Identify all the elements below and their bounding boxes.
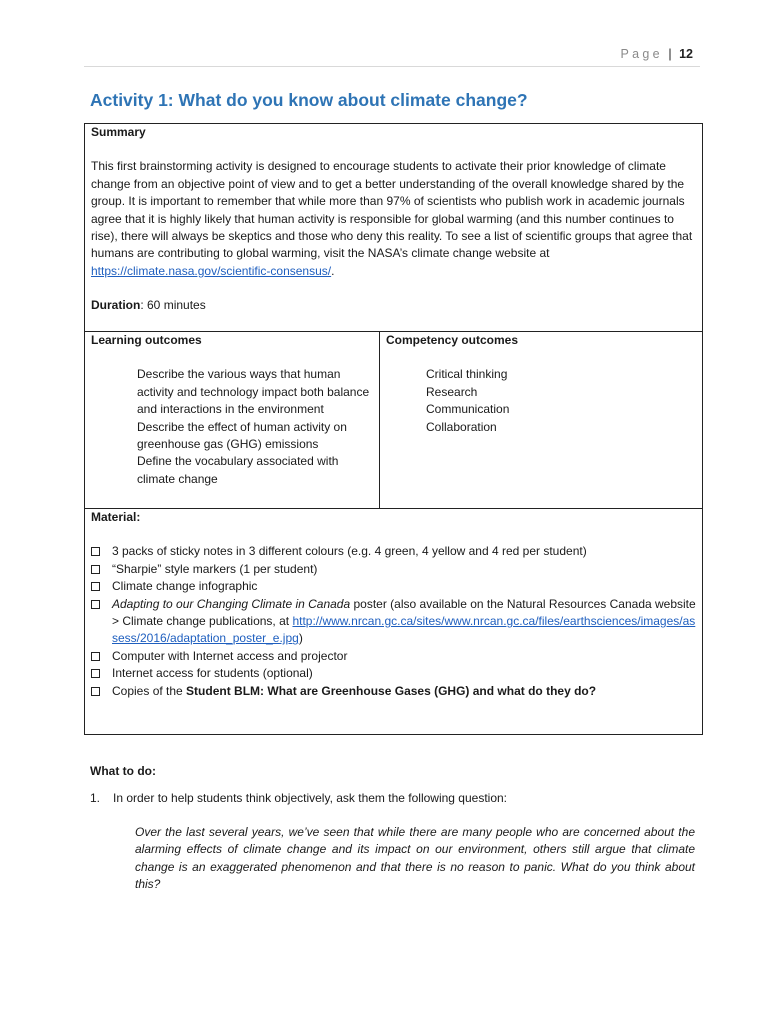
material-item-text [112, 596, 696, 648]
competency-item: Communication [426, 402, 510, 417]
competency-outcomes-cell [380, 332, 703, 509]
material-item-text: Internet access for students (optional) [112, 666, 313, 681]
material-item-text: Computer with Internet access and projector [112, 648, 348, 663]
material-heading: Material: [91, 510, 141, 524]
learning-outcomes-cell [85, 332, 380, 509]
material-item [91, 683, 696, 700]
page-separator: | [668, 47, 672, 61]
learning-outcome-item: Describe the effect of human activity on greenhouse gas (GHG) emissions [137, 419, 347, 452]
step-item [90, 791, 507, 805]
activity-table [84, 123, 703, 735]
checkbox-icon [91, 600, 100, 609]
poster-description: poster (also available on the Natural Resources Canada website > Climate change publications, at [112, 596, 696, 629]
material-cell [85, 509, 703, 735]
nasa-consensus-link[interactable]: https://climate.nasa.gov/scientific-consensus/ [91, 263, 332, 278]
competency-outcomes-heading: Competency outcomes [386, 333, 519, 347]
checkbox-icon [91, 582, 100, 591]
blm-prefix: Copies of the [112, 683, 187, 698]
nrcan-poster-link[interactable]: http://www.nrcan.gc.ca/sites/www.nrcan.gc.ca/files/earthsciences/images/assess/2016/adaptation_poster_e.jpg [112, 614, 696, 646]
duration [91, 297, 696, 314]
competency-item: Critical thinking [426, 367, 508, 382]
summary-heading: Summary [91, 125, 146, 139]
duration-value: : 60 minutes [140, 298, 206, 313]
learning-outcome-item: Define the vocabulary associated with climate change [137, 454, 339, 486]
poster-end: ) [298, 631, 303, 646]
material-item-text: Climate change infographic [112, 579, 258, 594]
page-header [620, 47, 693, 61]
checkbox-icon [91, 669, 100, 678]
discussion-question: Over the last several years, we’ve seen that while there are many people who are concerned about the alarming effects of climate change and its impact on our environment, others still argue that climate change is an exaggerated phenomenon and that there is no reason to panic. What do you think about this? [135, 825, 695, 892]
competency-item: Collaboration [426, 419, 497, 434]
learning-outcomes-heading: Learning outcomes [91, 333, 202, 347]
step-number: 1. [90, 791, 101, 805]
checkbox-icon [91, 547, 100, 556]
what-to-do-heading: What to do: [90, 764, 156, 778]
material-list [91, 543, 696, 700]
material-item [91, 665, 696, 682]
competency-item: Research [426, 384, 478, 399]
activity-title: Activity 1: What do you know about climate change? [90, 90, 528, 110]
material-item-text: “Sharpie” style markers (1 per student) [112, 561, 318, 576]
summary-end: . [331, 263, 335, 278]
checkbox-icon [91, 687, 100, 696]
step-text: In order to help students think objectively, ask them the following question: [113, 791, 508, 805]
learning-outcomes-list [91, 366, 373, 488]
competency-outcomes-list [386, 366, 696, 436]
page-label: Page [620, 47, 663, 61]
summary-text [91, 158, 696, 280]
header-rule [84, 66, 700, 67]
material-item-text [112, 683, 696, 700]
summary-cell [85, 124, 703, 332]
page-number: 12 [679, 47, 693, 61]
summary-body: This first brainstorming activity is designed to encourage students to activate their prior knowledge of climate change from an objective point of view and to get a better understanding of the overall knowledge shared by the group. It is important to remember that while more than 97% of scientists who publish work in academic journals agree that it is highly likely that human activity is responsible for global warming (and this number continues to rise), there will always be skeptics and those who deny this reality. To see a list of scientific groups that agree that humans are contributing to global warming, visit the NASA’s climate change website at [91, 159, 693, 261]
learning-outcome-item: Describe the various ways that human activity and technology impact both balance and interactions in the environment [137, 367, 370, 417]
material-item [91, 596, 696, 648]
blm-title: Student BLM: What are Greenhouse Gases (GHG) and what do they do? [186, 683, 597, 698]
duration-label: Duration [91, 298, 141, 313]
checkbox-icon [91, 565, 100, 574]
material-item [91, 648, 696, 665]
material-item [91, 561, 696, 578]
material-item-text: 3 packs of sticky notes in 3 different colours (e.g. 4 green, 4 yellow and 4 red per student) [112, 544, 587, 559]
material-item [91, 578, 696, 595]
poster-title: Adapting to our Changing Climate in Canada [112, 596, 351, 611]
checkbox-icon [91, 652, 100, 661]
material-item [91, 543, 696, 560]
